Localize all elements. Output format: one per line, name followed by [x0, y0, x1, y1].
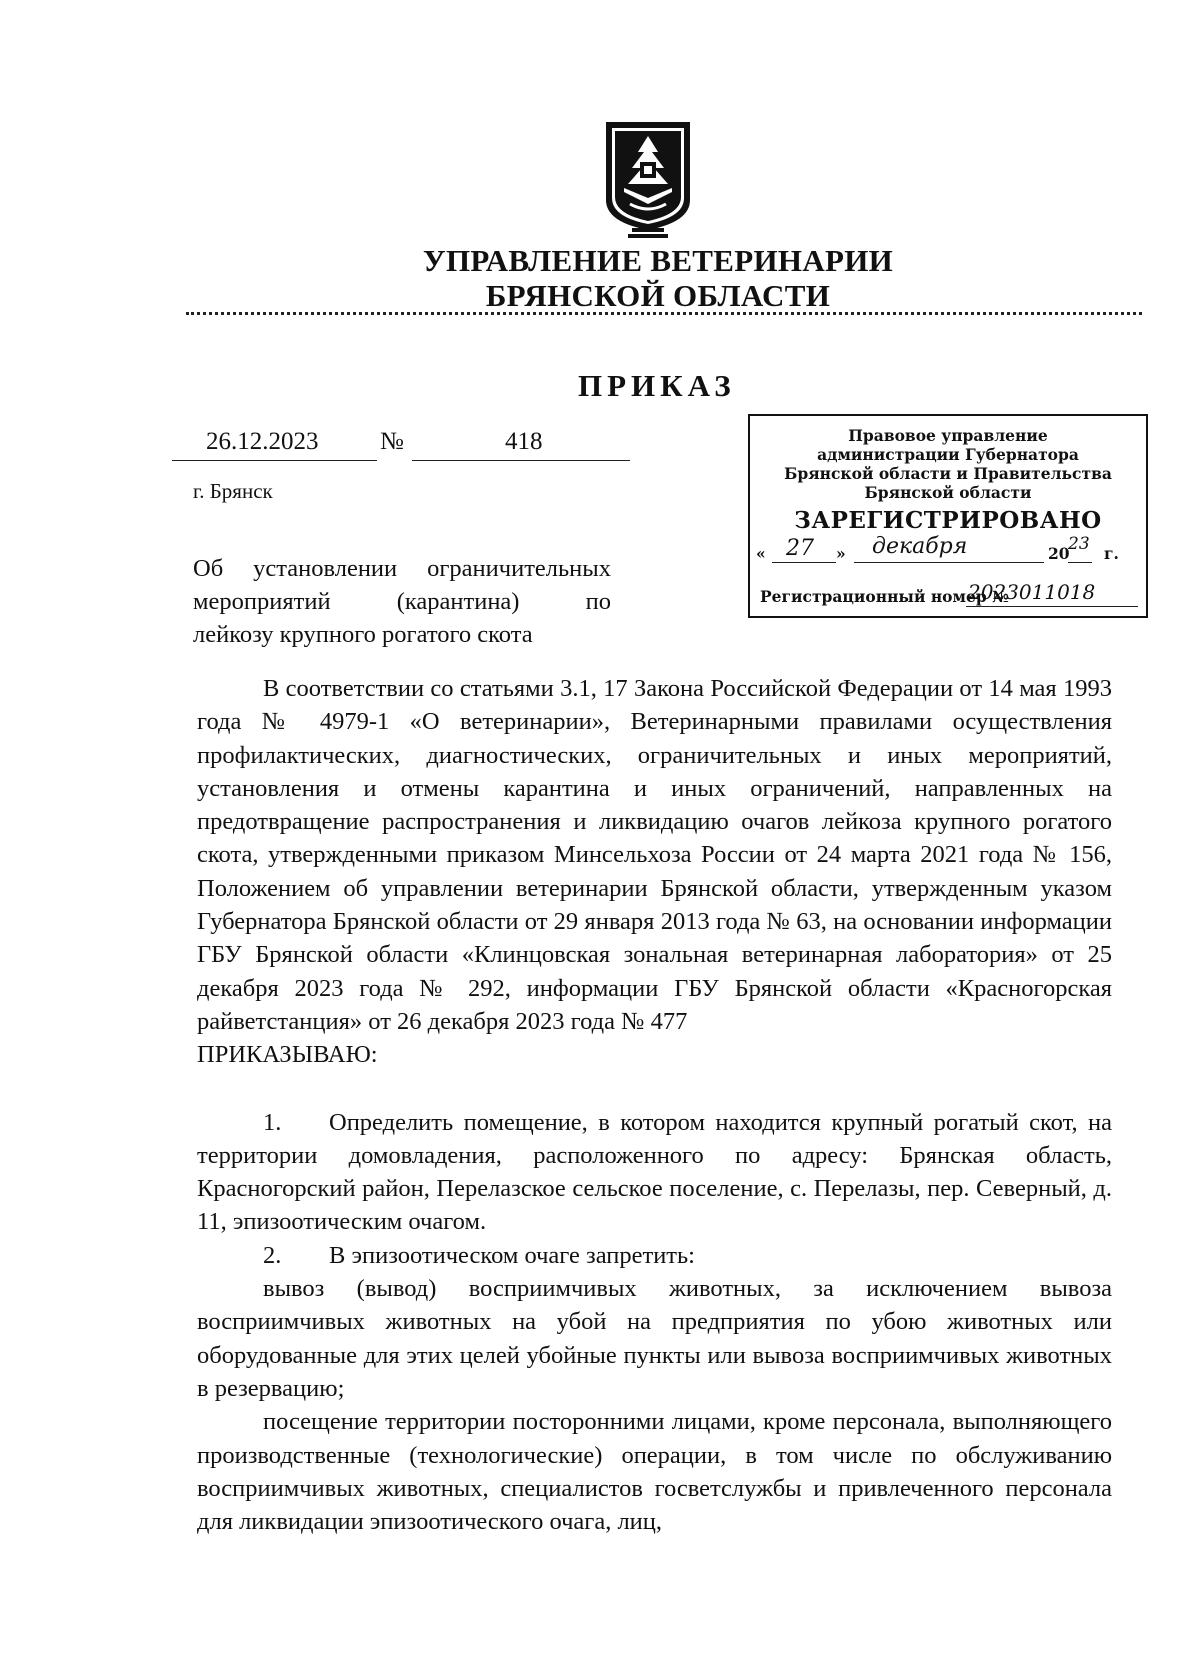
ban-paragraph-2: посещение территории посторонними лицами, кроме персонала, выполняющего производственные (технологические) операции, в том числе по обслуживанию восприимчивых животных, специалистов госветслужбы и привлеченного персонала для ликвидации эпизоотического очага, лиц, — [197, 1408, 1112, 1536]
order-item-2 — [197, 1239, 1112, 1272]
stamp-line-2: администрации Губернатора — [817, 445, 1079, 464]
stamp-day: 27 — [786, 536, 814, 561]
stamp-year-prefix: 20 — [1048, 544, 1070, 563]
registration-stamp — [748, 414, 1148, 618]
order-keyword: ПРИКАЗЫВАЮ: — [197, 1041, 378, 1069]
order-subject — [193, 552, 611, 651]
stamp-year-underline — [1068, 562, 1092, 563]
document-number: 418 — [505, 428, 543, 455]
order-body — [197, 672, 1112, 1538]
stamp-line-3: Брянской области и Правительства — [784, 464, 1112, 483]
stamp-year-suffix: 23 — [1068, 534, 1090, 554]
order-item-2-text: В эпизоотическом очаге запретить: — [329, 1241, 695, 1269]
preamble-paragraph: В соответствии со статьями 3.1, 17 Закона Российской Федерации от 14 мая 1993 года № 4979-1 «О ветеринарии», Ветеринарными правилами осуществления профилактических, диагностических, ограничительных и иных мероприятий, установления и отмены карантина и иных ограничений, направленных на предотвращение распространения и ликвидацию очагов лейкоза крупного рогатого скота, утвержденными приказом Минсельхоза России от 24 марта 2021 года № 156, Положением об управлении ветеринарии Брянской области, утвержденным указом Губернатора Брянской области от 29 января 2013 года № 63, на основании информации ГБУ Брянской области «Клинцовская зональная ветеринарная лаборатория» от 25 декабря 2023 года № 292, информации ГБУ Брянской области «Красногорская райветстанция» от 26 декабря 2023 года № 477 — [197, 675, 1112, 1035]
number-underline — [412, 460, 630, 461]
ban-paragraph-1: вывоз (вывод) восприимчивых животных, за исключением вывоза восприимчивых животных на убой на предприятия по убою животных или оборудованные для этих целей убойные пункты или вывоза восприимчивых животных в резервацию; — [197, 1275, 1112, 1402]
organization-name-line2: БРЯНСКОЙ ОБЛАСТИ — [485, 278, 831, 313]
stamp-quote-open: « — [756, 544, 766, 563]
subject-line-3: лейкозу крупного рогатого скота — [193, 621, 533, 648]
order-item-1-number: 1. — [263, 1108, 282, 1136]
document-date: 26.12.2023 — [206, 428, 319, 455]
stamp-quote-close: » — [836, 544, 846, 563]
organization-name-line1: УПРАВЛЕНИЕ ВЕТЕРИНАРИИ — [422, 243, 894, 278]
subject-line-1: Об установлении ограничительных — [193, 555, 611, 582]
stamp-line-1: Правовое управление — [848, 426, 1048, 445]
stamp-reg-underline — [966, 606, 1138, 607]
stamp-month-underline — [854, 562, 1044, 563]
document-title: ПРИКАЗ — [578, 368, 736, 403]
date-underline — [172, 460, 377, 461]
stamp-year-unit: г. — [1104, 544, 1119, 563]
subject-line-2: мероприятий (карантина) по — [193, 588, 611, 615]
stamp-line-4: Брянской области — [864, 483, 1032, 502]
stamp-registered-status: ЗАРЕГИСТРИРОВАНО — [794, 507, 1102, 534]
header-dotted-divider — [186, 312, 1142, 315]
number-sign: № — [380, 428, 404, 455]
stamp-month: декабря — [872, 534, 968, 559]
stamp-reg-number: 2023011018 — [968, 580, 1096, 604]
stamp-reg-label: Регистрационный номер № — [760, 587, 1009, 606]
order-item-2-number: 2. — [263, 1241, 282, 1269]
order-item-1-text: Определить помещение, в котором находится крупный рогатый скот, на территории домовладения, расположенного по адресу: Брянская область, Красногорский район, Перелазское сельское поселение, с. Перелазы, пер. Северный, д. 11, эпизоотическим очагом. — [197, 1108, 1112, 1236]
coat-of-arms-emblem — [602, 118, 694, 242]
stamp-day-underline — [772, 562, 836, 563]
order-item-1 — [197, 1106, 1112, 1239]
document-city: г. Брянск — [193, 479, 273, 503]
